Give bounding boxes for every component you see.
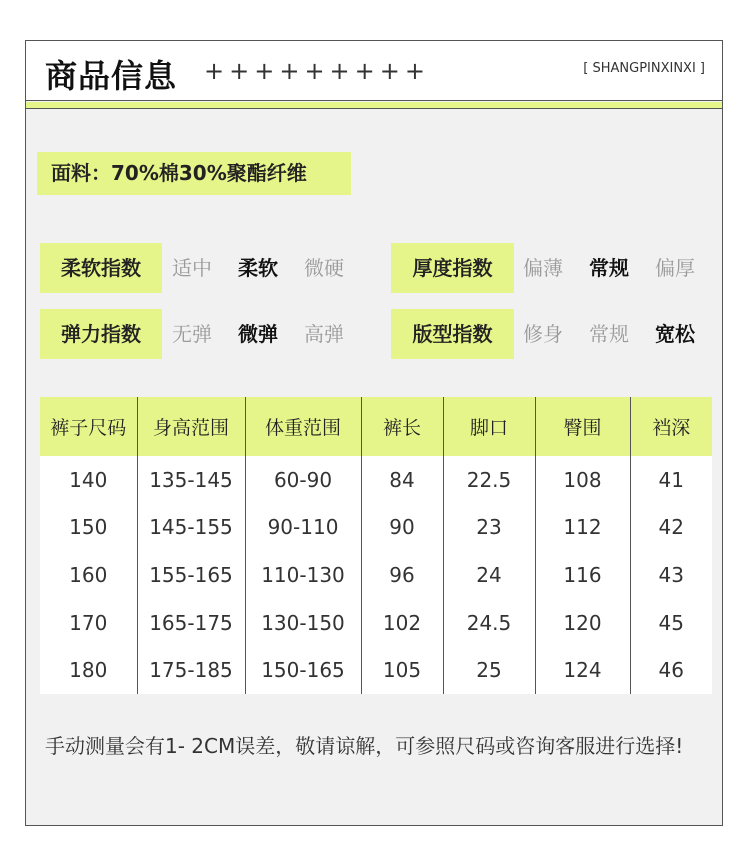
- table-row: [40, 599, 712, 647]
- col-header-height: 身高范围: [137, 397, 245, 456]
- col-header-size: 裤子尺码: [40, 397, 137, 456]
- table-cell: 180: [40, 646, 137, 694]
- table-cell: 24: [443, 551, 535, 599]
- table-cell: 112: [535, 504, 630, 552]
- table-cell: 150-165: [245, 646, 361, 694]
- thick-index-label: 厚度指数: [391, 243, 514, 293]
- size-table: [40, 397, 712, 694]
- elastic-index-label: 弹力指数: [40, 309, 162, 359]
- col-header-weight: 体重范围: [245, 397, 361, 456]
- elastic-option-2: 微弹: [238, 322, 278, 346]
- table-cell: 90-110: [245, 504, 361, 552]
- col-header-length: 裤长: [361, 397, 443, 456]
- page-title: 商品信息: [45, 57, 178, 95]
- table-cell: 175-185: [137, 646, 245, 694]
- table-cell: 150: [40, 504, 137, 552]
- table-cell: 145-155: [137, 504, 245, 552]
- col-header-rise: 裆深: [630, 397, 712, 456]
- table-row: [40, 646, 712, 694]
- fit-option-1: 修身: [523, 322, 563, 346]
- table-cell: 165-175: [137, 599, 245, 647]
- header: [26, 41, 722, 101]
- table-cell: 46: [630, 646, 712, 694]
- table-cell: 120: [535, 599, 630, 647]
- table-cell: 105: [361, 646, 443, 694]
- fit-option-3: 宽松: [655, 322, 695, 346]
- soft-option-1: 适中: [172, 256, 212, 280]
- table-header-row: [40, 397, 712, 456]
- table-cell: 130-150: [245, 599, 361, 647]
- table-cell: 124: [535, 646, 630, 694]
- col-header-hem: 脚口: [443, 397, 535, 456]
- table-cell: 41: [630, 456, 712, 504]
- thick-option-1: 偏薄: [523, 256, 563, 280]
- table-cell: 24.5: [443, 599, 535, 647]
- elastic-option-3: 高弹: [304, 322, 344, 346]
- table-cell: 108: [535, 456, 630, 504]
- table-cell: 116: [535, 551, 630, 599]
- table-cell: 60-90: [245, 456, 361, 504]
- table-cell: 23: [443, 504, 535, 552]
- pinyin-subtitle: [ SHANGPINXINXI ]: [583, 61, 705, 76]
- fit-index-label: 版型指数: [391, 309, 514, 359]
- table-cell: 155-165: [137, 551, 245, 599]
- decorative-plus-row: +++++++++: [204, 57, 430, 85]
- table-cell: 160: [40, 551, 137, 599]
- table-cell: 90: [361, 504, 443, 552]
- table-cell: 110-130: [245, 551, 361, 599]
- fit-option-2: 常规: [589, 322, 629, 346]
- table-cell: 102: [361, 599, 443, 647]
- table-cell: 22.5: [443, 456, 535, 504]
- fabric-info: 面料：70%棉30%聚酯纤维: [37, 152, 351, 195]
- table-row: [40, 551, 712, 599]
- accent-bar: [26, 102, 722, 109]
- soft-option-2: 柔软: [238, 256, 278, 280]
- measurement-note: 手动测量会有1- 2CM误差，敬请谅解，可参照尺码或咨询客服进行选择!: [45, 734, 684, 758]
- table-cell: 25: [443, 646, 535, 694]
- product-info-card: [25, 40, 723, 826]
- table-row: [40, 504, 712, 552]
- soft-index-label: 柔软指数: [40, 243, 162, 293]
- soft-option-3: 微硬: [304, 256, 344, 280]
- col-header-hip: 臀围: [535, 397, 630, 456]
- table-cell: 45: [630, 599, 712, 647]
- table-cell: 170: [40, 599, 137, 647]
- table-cell: 140: [40, 456, 137, 504]
- table-cell: 96: [361, 551, 443, 599]
- table-row: [40, 456, 712, 504]
- table-cell: 135-145: [137, 456, 245, 504]
- thick-option-3: 偏厚: [655, 256, 695, 280]
- thick-option-2: 常规: [589, 256, 629, 280]
- table-cell: 43: [630, 551, 712, 599]
- elastic-option-1: 无弹: [172, 322, 212, 346]
- table-cell: 84: [361, 456, 443, 504]
- table-cell: 42: [630, 504, 712, 552]
